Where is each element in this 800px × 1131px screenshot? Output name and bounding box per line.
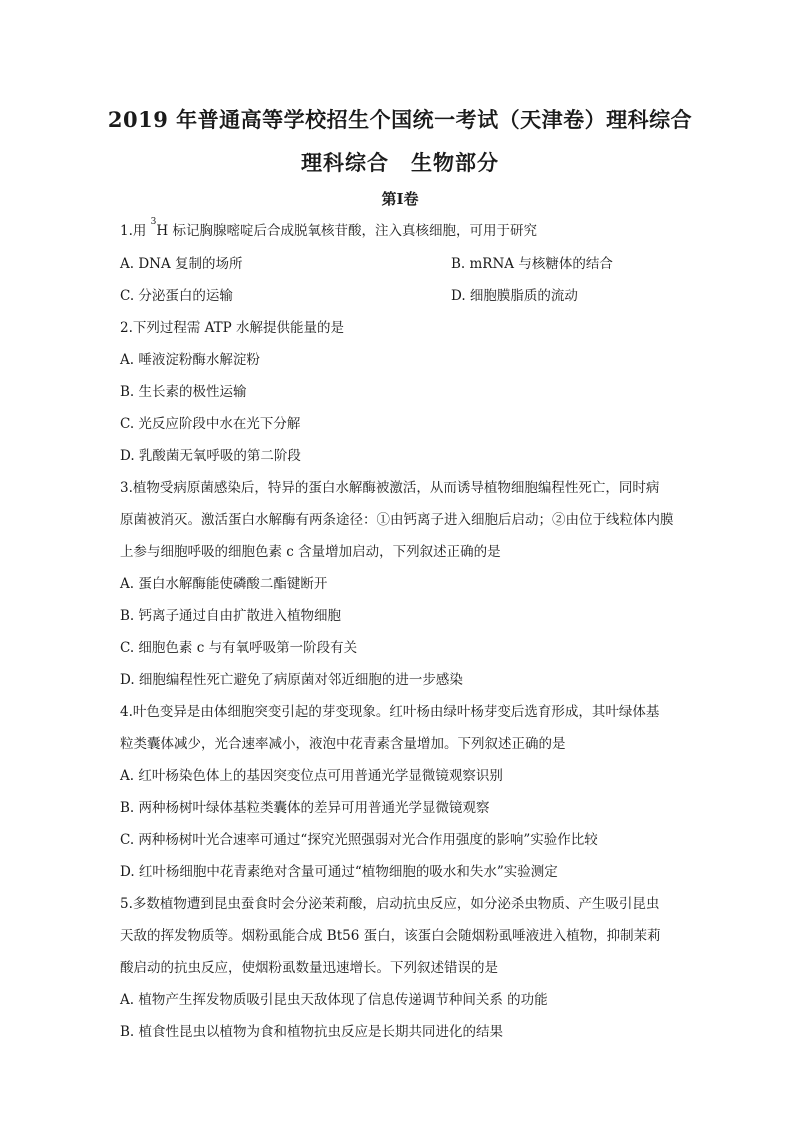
q3-option-b: B. 钙离子通过自由扩散进入植物细胞 — [120, 608, 342, 624]
q5-stem-line3: 酸启动的抗虫反应，使烟粉虱数量迅速增长。下列叙述错误的是 — [120, 960, 498, 976]
q3-stem-line1: 3.植物受病原菌感染后，特异的蛋白水解酶被激活，从而诱导植物细胞编程性死亡，同时病 — [120, 480, 660, 496]
q3-option-d: D. 细胞编程性死亡避免了病原菌对邻近细胞的进一步感染 — [120, 672, 463, 688]
document-title: 2019 年普通高等学校招生个国统一考试（天津卷）理科综合 — [107, 107, 693, 132]
q2-option-b: B. 生长素的极性运输 — [120, 384, 247, 400]
q3-stem-line3: 上参与细胞呼吸的细胞色素 c 含量增加启动，下列叙述正确的是 — [120, 544, 501, 560]
q3-option-c: C. 细胞色素 c 与有氧呼吸第一阶段有关 — [120, 640, 358, 656]
q1-option-d: D. 细胞膜脂质的流动 — [451, 288, 578, 304]
q5-option-b: B. 植食性昆虫以植物为食和植物抗虫反应是长期共同进化的结果 — [120, 1024, 504, 1040]
q5-stem-line1: 5.多数植物遭到昆虫蚕食时会分泌茉莉酸，启动抗虫反应，如分泌杀虫物质、产生吸引昆虫 — [120, 896, 660, 912]
q4-stem-line2: 粒类囊体减少，光合速率减小，液泡中花青素含量增加。下列叙述正确的是 — [120, 736, 566, 752]
subtitle-part2: 生物部分 — [411, 150, 499, 175]
q2-stem: 2.下列过程需 ATP 水解提供能量的是 — [120, 320, 345, 336]
q2-option-c: C. 光反应阶段中水在光下分解 — [120, 416, 301, 432]
q5-option-a: A. 植物产生挥发物质吸引昆虫天敌体现了信息传递调节种间关系 的功能 — [120, 992, 548, 1008]
q1-option-b: B. mRNA 与核糖体的结合 — [451, 256, 613, 272]
document-subtitle — [0, 147, 800, 177]
q3-option-a: A. 蛋白水解酶能使磷酸二酯键断开 — [120, 576, 328, 592]
subtitle-part1: 理科综合 — [301, 150, 389, 175]
q1-option-a: A. DNA 复制的场所 — [120, 256, 243, 272]
q2-option-d: D. 乳酸菌无氧呼吸的第二阶段 — [120, 448, 301, 464]
q5-stem-line2: 天敌的挥发物质等。烟粉虱能合成 Bt56 蛋白，该蛋白会随烟粉虱唾液进入植物，抑制茉莉 — [120, 928, 661, 944]
q4-option-b: B. 两种杨树叶绿体基粒类囊体的差异可用普通光学显微镜观察 — [120, 800, 490, 816]
q4-option-a: A. 红叶杨染色体上的基因突变位点可用普通光学显微镜观察识别 — [120, 768, 503, 784]
q4-stem-line1: 4.叶色变异是由体细胞突变引起的芽变现象。红叶杨由绿叶杨芽变后选育形成，其叶绿体基 — [120, 704, 660, 720]
section-heading: 第Ⅰ卷 — [381, 190, 419, 208]
q4-option-c: C. 两种杨树叶光合速率可通过“探究光照强弱对光合作用强度的影响”实验作比较 — [120, 832, 598, 848]
q1-option-c: C. 分泌蛋白的运输 — [120, 288, 233, 304]
q1-stem: 1.用 $^3$H 标记胸腺嘧啶后合成脱氧核苷酸，注入真核细胞，可用于研究 — [120, 217, 537, 239]
q4-option-d: D. 红叶杨细胞中花青素绝对含量可通过“植物细胞的吸水和失水”实验测定 — [120, 864, 558, 880]
q2-option-a: A. 唾液淀粉酶水解淀粉 — [120, 352, 260, 368]
q3-stem-line2: 原菌被消灭。激活蛋白水解酶有两条途径：①由钙离子进入细胞后启动；②由位于线粒体内膜 — [120, 512, 674, 528]
